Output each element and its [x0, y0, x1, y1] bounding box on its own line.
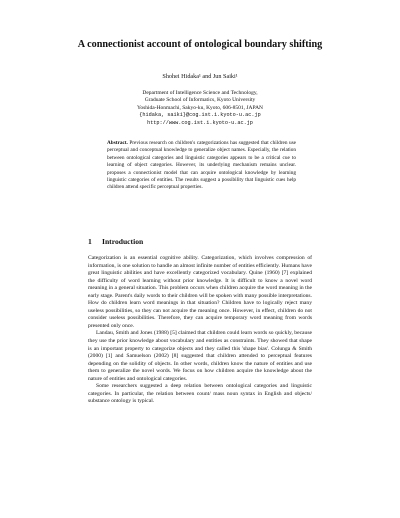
section-heading [88, 237, 318, 247]
abstract-label: Abstract. [107, 140, 128, 146]
paper-authors: Shohei Hidaka¹ and Jun Saiki¹ [162, 73, 238, 80]
body-text [88, 255, 312, 406]
abstract-text: Previous research on children's categorizations has suggested that children use perceptual and conceptual knowledge to generalize object names. Especially, the relation between ontological categories and linguistic categories appears to be a critical cue to learning of object categories. However, its underlying mechanism remains unclear. proposes a connectionist model that can acquire ontological knowledge by learning linguistic categories of entities. The results suggest a possibility that linguistic cues help children attend specific perceptual properties. [107, 140, 296, 191]
paper-title: A connectionist account of ontological boundary shifting [77, 39, 323, 50]
paragraph: Categorization is an essential cognitive ability. Categorization, which involves compression of information, is one solution to handle an almost infinite number of entities efficiently. Humans have great linguistic abilities and have excellently categorized vocabulary. Quine (1960) [7] explained the difficulty of word learning without prior knowledge. It is difficult to know a novel word meaning in a general situation. This problem occurs when children acquire the word meaning in the early stage. Parent's daily words to their children will be spoken with many possible interpretations. How do children learn word meanings in that situation? Children have to logically reject many useless possibilities, so they can not acquire the meaning once. However, in effect, children do not consider useless possibilities. Therefore, they can acquire temporary word meaning from words presented only once. [88, 255, 312, 329]
abstract [107, 140, 296, 192]
affiliation-email: {hidaka, saiki}@cog.ist.i.kyoto-u.ac.jp [139, 112, 261, 119]
affiliation-address: Yoshida-Honmachi, Sakyo-ku, Kyoto, 606-8501, JAPAN [136, 104, 264, 111]
paragraph: Landau, Smith and Jones (1988) [5] claimed that children could learn words so quickly, because they use the prior knowledge about vocabulary and entities as constraints. They showed that shape is an important property to categorize objects and they called this 'shape bias'. Colunga & Smith (2000) [1] and Samuelson (2002) [8] suggested that children attended to perceptual features depending on the solidity of objects. In other words, children know the nature of entities and use them to generalize the novel words. We focus on how children acquire the knowledge about the nature of entities and ontological categories. [88, 330, 312, 382]
affiliation-dept: Department of Intelligence Science and Technology, [142, 90, 258, 96]
affiliation-url: http://www.cog.ist.i.kyoto-u.ac.jp [147, 119, 253, 126]
section-number: 1 [88, 237, 92, 246]
section-title: Introduction [102, 237, 144, 246]
affiliation-block [60, 90, 340, 127]
paragraph: Some researchers suggested a deep relation between ontological categories and linguistic categories. In particular, the relation between count/ mass noun syntax in English and objects/ substance ontology is typical. [88, 383, 312, 405]
affiliation-school: Graduate School of Informatics, Kyoto University [144, 97, 256, 104]
